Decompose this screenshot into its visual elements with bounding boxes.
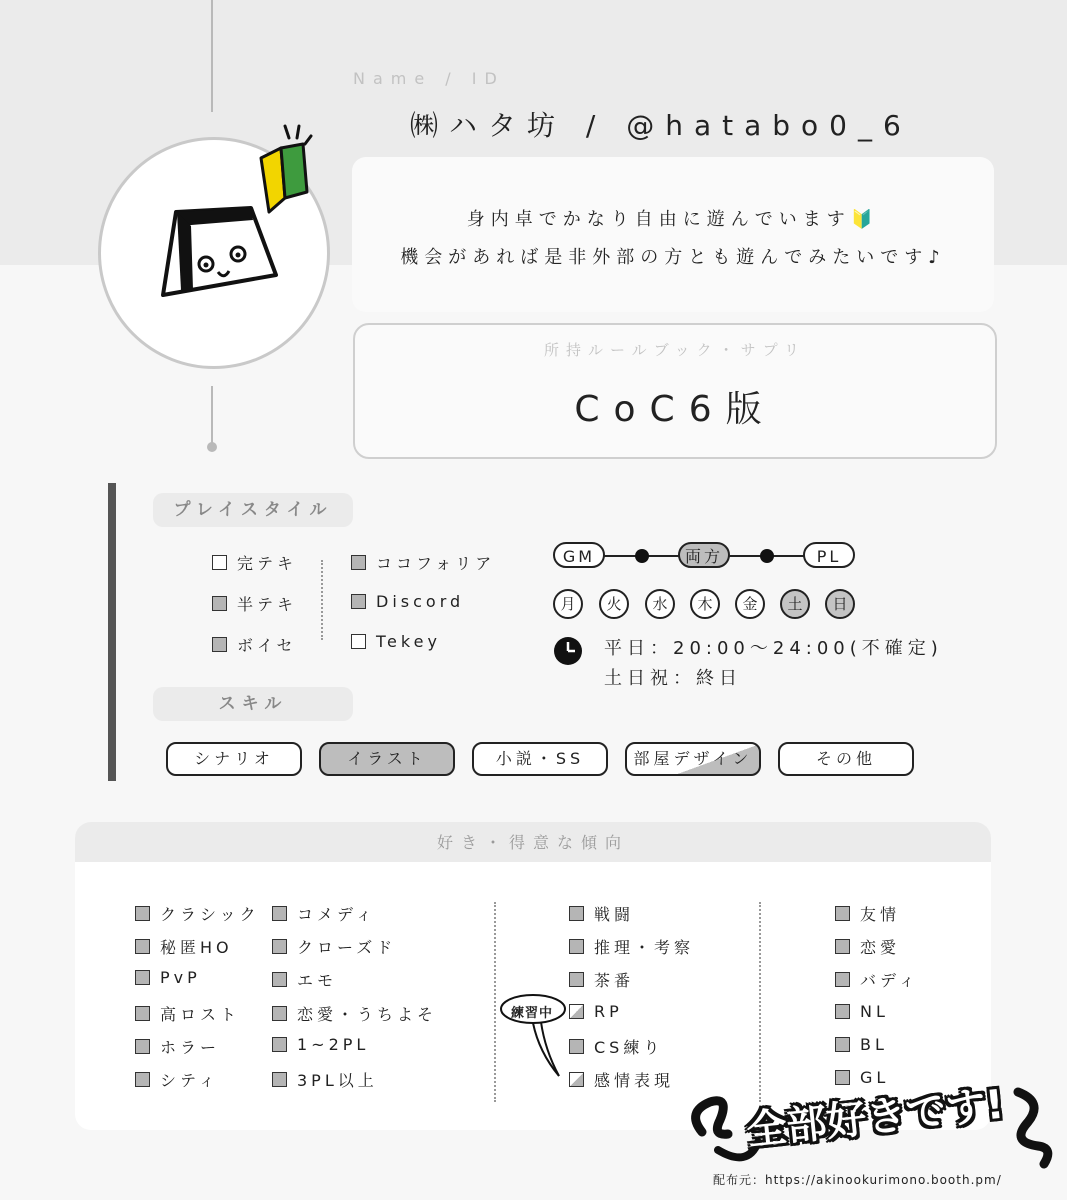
checkbox-icon — [212, 596, 227, 611]
option-label: 3PL以上 — [297, 1071, 378, 1090]
option-label: ココフォリア — [376, 554, 496, 573]
tool-option[interactable] — [351, 551, 495, 574]
option-label: エモ — [297, 971, 338, 990]
option-label: Tekey — [376, 632, 441, 651]
option-label: ホラー — [160, 1038, 221, 1057]
schedule-weekend: 土日祝：終日 — [604, 668, 742, 689]
mode-dot — [760, 549, 774, 563]
pref-option[interactable] — [569, 935, 694, 958]
checkbox-icon — [351, 594, 366, 609]
pref-option[interactable] — [835, 902, 900, 925]
checkbox-icon — [135, 970, 150, 985]
option-label: 友情 — [860, 905, 901, 924]
day-monday[interactable]: 月 — [553, 589, 583, 619]
skill-scenario[interactable]: シナリオ — [166, 742, 302, 776]
day-sunday[interactable]: 日 — [825, 589, 855, 619]
pref-option[interactable] — [272, 968, 337, 991]
checkbox-icon — [835, 939, 850, 954]
skill-illust[interactable]: イラスト — [319, 742, 455, 776]
checkbox-icon — [272, 972, 287, 987]
option-label: RP — [594, 1002, 623, 1021]
option-label: 戦闘 — [594, 905, 635, 924]
checkbox-icon — [835, 1004, 850, 1019]
day-wednesday[interactable]: 水 — [645, 589, 675, 619]
rulebook-value: CoC6版 — [574, 389, 776, 430]
pref-option[interactable] — [272, 935, 396, 958]
decor-line-top — [211, 0, 213, 112]
skill-other[interactable]: その他 — [778, 742, 914, 776]
option-label: 恋愛・うちよそ — [297, 1005, 438, 1024]
day-thursday[interactable]: 木 — [690, 589, 720, 619]
decor-dot — [207, 442, 217, 452]
option-label: 恋愛 — [860, 938, 901, 957]
skill-novel[interactable]: 小説・SS — [472, 742, 608, 776]
pref-option[interactable] — [569, 1002, 623, 1021]
checkbox-icon — [272, 906, 287, 921]
skills-heading: スキル — [153, 687, 353, 721]
mode-both[interactable]: 両方 — [678, 542, 730, 568]
pref-option[interactable] — [569, 968, 634, 991]
credit-text: 配布元：https://akinookurimono.booth.pm/ — [713, 1173, 1002, 1187]
section-accent-bar — [108, 483, 116, 781]
pref-option[interactable] — [135, 902, 260, 925]
playstyle-option[interactable] — [212, 551, 297, 574]
checkbox-icon — [135, 906, 150, 921]
checkbox-icon — [351, 555, 366, 570]
practice-note: 練習中 — [511, 1006, 554, 1021]
beginner-mark-icon — [255, 120, 325, 220]
pref-option[interactable] — [135, 935, 233, 958]
option-label: 1~2PL — [297, 1035, 370, 1054]
checkbox-icon — [569, 906, 584, 921]
tool-option[interactable] — [351, 592, 464, 611]
option-label: 高ロスト — [160, 1005, 241, 1024]
pref-option[interactable] — [272, 902, 376, 925]
option-label: GL — [860, 1068, 890, 1087]
pref-option[interactable] — [835, 968, 919, 991]
mode-gm[interactable]: GM — [553, 542, 605, 568]
day-friday[interactable]: 金 — [735, 589, 765, 619]
pref-option[interactable] — [272, 1002, 437, 1025]
option-label: ボイセ — [237, 636, 297, 655]
option-label: クラシック — [160, 905, 260, 924]
pref-option[interactable] — [835, 935, 900, 958]
checkbox-icon — [135, 1006, 150, 1021]
pref-option[interactable] — [272, 1068, 378, 1091]
rulebook-card — [353, 323, 997, 459]
bio-card — [352, 157, 994, 312]
option-label: バディ — [860, 971, 919, 990]
stamp-text: 全部好きです! — [744, 1081, 1007, 1155]
pref-option[interactable] — [135, 1002, 240, 1025]
mode-dot — [635, 549, 649, 563]
option-label: CS練り — [594, 1038, 664, 1057]
dotted-divider — [321, 560, 323, 640]
clock-icon — [553, 636, 583, 666]
preferences-heading: 好き・得意な傾向 — [75, 822, 991, 862]
checkbox-icon — [212, 637, 227, 652]
option-label: 感情表現 — [594, 1071, 675, 1090]
pref-option[interactable] — [835, 1002, 889, 1021]
schedule-weekday: 平日：20:00～24:00(不確定) — [604, 638, 943, 659]
stamp — [688, 1072, 1060, 1182]
option-label: BL — [860, 1035, 888, 1054]
option-label: シティ — [160, 1071, 219, 1090]
checkbox-icon — [272, 1006, 287, 1021]
checkbox-icon — [835, 1037, 850, 1052]
pref-option[interactable] — [569, 1068, 674, 1091]
checkbox-icon — [272, 939, 287, 954]
checkbox-icon — [135, 1072, 150, 1087]
checkbox-icon — [272, 1072, 287, 1087]
checkbox-icon — [569, 939, 584, 954]
tool-option[interactable] — [351, 632, 441, 651]
pref-option[interactable] — [272, 1035, 369, 1054]
profile-name: ㈱ハタ坊 / @hatabo0_6 — [410, 109, 912, 142]
bio-line-1: 身内卓でかなり自由に遊んでいます🔰 — [466, 209, 880, 230]
name-label: Name / ID — [353, 69, 505, 88]
checkbox-icon — [351, 634, 366, 649]
option-label: クローズド — [297, 938, 397, 957]
skill-room-design[interactable]: 部屋デザイン — [625, 742, 761, 776]
decor-line-bottom — [211, 386, 213, 444]
checkbox-icon — [569, 972, 584, 987]
option-label: Discord — [376, 592, 465, 611]
checkbox-icon — [135, 939, 150, 954]
pref-option[interactable] — [135, 968, 201, 987]
option-label: 完テキ — [237, 554, 298, 573]
checkbox-icon — [835, 972, 850, 987]
pref-option[interactable] — [135, 1035, 220, 1058]
option-label: 半テキ — [237, 595, 298, 614]
checkbox-icon — [135, 1039, 150, 1054]
playstyle-heading: プレイスタイル — [153, 493, 353, 527]
day-tuesday[interactable]: 火 — [599, 589, 629, 619]
option-label: 推理・考察 — [594, 938, 695, 957]
rulebook-title: 所持ルールブック・サプリ — [543, 341, 807, 359]
playstyle-option[interactable] — [212, 592, 297, 615]
option-label: PvP — [160, 968, 201, 987]
pref-option[interactable] — [569, 902, 634, 925]
checkbox-icon — [212, 555, 227, 570]
mode-pl[interactable]: PL — [803, 542, 855, 568]
option-label: 秘匿HO — [160, 938, 233, 957]
pref-option[interactable] — [569, 1035, 663, 1058]
pref-option[interactable] — [135, 1068, 219, 1091]
playstyle-option[interactable] — [212, 633, 297, 656]
pref-option[interactable] — [835, 1035, 888, 1054]
checkbox-icon — [835, 906, 850, 921]
option-label: 茶番 — [594, 971, 635, 990]
day-saturday[interactable]: 土 — [780, 589, 810, 619]
checkbox-icon — [272, 1037, 287, 1052]
bio-line-2: 機会があれば是非外部の方とも遊んでみたいです♪ — [400, 247, 946, 268]
option-label: コメディ — [297, 905, 376, 924]
option-label: NL — [860, 1002, 889, 1021]
